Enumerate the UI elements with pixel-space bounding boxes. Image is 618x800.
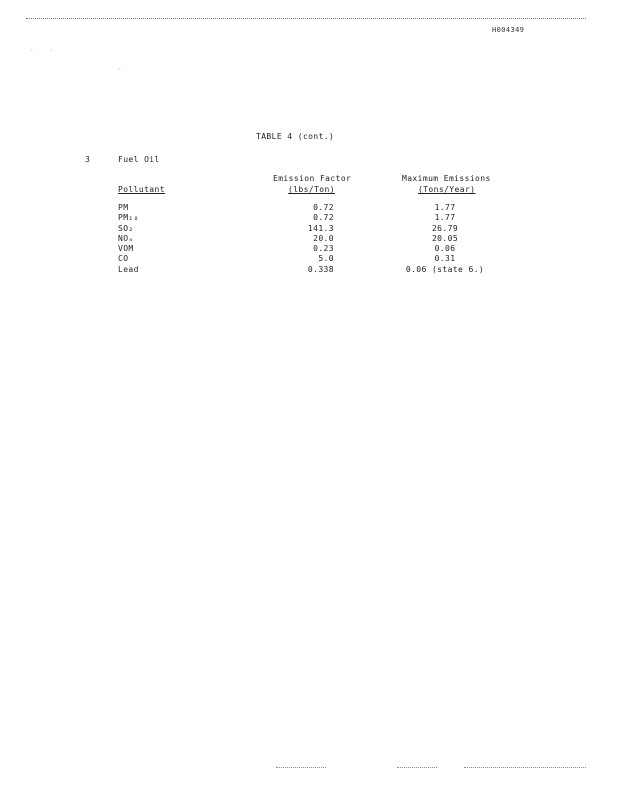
max-emissions-cell: 0.06 (state 6.): [405, 264, 485, 274]
header-maximum-emissions-units: (Tons/Year): [418, 185, 476, 194]
max-emissions-cell: 0.31: [434, 254, 456, 264]
table-row: [0, 265, 618, 275]
header-maximum-emissions: Maximum Emissions: [402, 174, 491, 183]
pollutant-cell: SO₂: [118, 223, 134, 233]
bottom-scan-border-middle: [397, 767, 437, 768]
bottom-scan-border-left: [276, 767, 326, 768]
emission-factor-cell: 0.72: [313, 213, 334, 223]
pollutant-cell: CO: [118, 254, 129, 264]
max-emissions-cell: 1.77: [434, 203, 456, 212]
document-id: H004349: [492, 26, 525, 34]
max-emissions-cell: 1.77: [434, 213, 456, 223]
max-emissions-cell: 0.06: [434, 244, 456, 254]
table-row: [0, 203, 618, 213]
table-row: [0, 213, 618, 223]
header-emission-factor-units: (lbs/Ton): [288, 185, 335, 194]
pollutant-cell: Lead: [118, 264, 139, 274]
pollutant-cell: PM₁₀: [118, 213, 139, 223]
pollutant-cell: PM: [118, 203, 129, 212]
emission-factor-cell: 5.0: [318, 254, 334, 264]
table-title: TABLE 4 (cont.): [256, 132, 335, 141]
max-emissions-cell: 26.79: [431, 223, 459, 233]
section-number: 3: [85, 155, 91, 164]
emission-factor-cell: 0.338: [307, 264, 334, 274]
emission-factor-cell: 20.0: [313, 233, 334, 243]
pollutant-cell: VOM: [118, 244, 134, 254]
header-pollutant: Pollutant: [118, 185, 165, 194]
emission-factor-cell: 0.23: [313, 244, 334, 254]
header-emission-factor: Emission Factor: [273, 174, 352, 183]
top-scan-border: [26, 18, 586, 19]
scan-specks-left: · ·: [30, 47, 59, 54]
emission-factor-cell: 141.3: [307, 223, 334, 233]
pollutant-cell: NOₓ: [118, 233, 134, 243]
table-row: [0, 224, 618, 234]
table-row: [0, 254, 618, 264]
table-row: [0, 244, 618, 254]
table-row: [0, 234, 618, 244]
bottom-scan-border-right: [464, 767, 586, 768]
emissions-table: [0, 203, 618, 275]
scan-speck: ·: [118, 66, 128, 73]
emission-factor-cell: 0.72: [313, 203, 334, 212]
max-emissions-cell: 20.05: [431, 233, 459, 243]
section-name: Fuel Oil: [118, 155, 160, 164]
